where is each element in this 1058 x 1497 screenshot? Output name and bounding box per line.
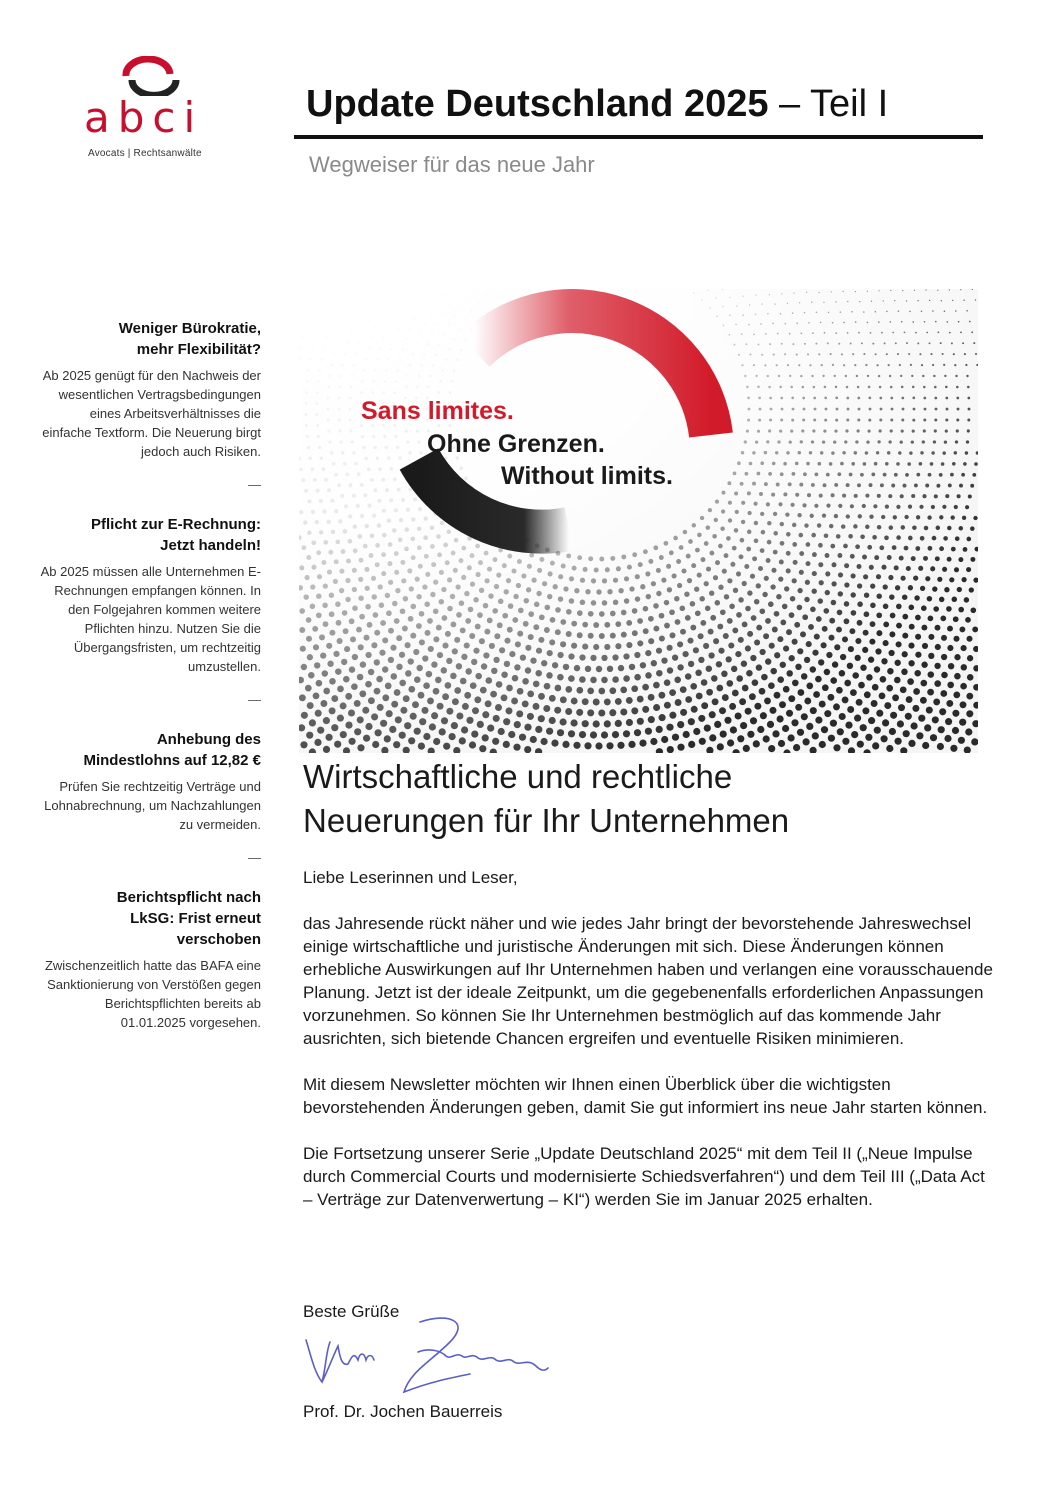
sidebar-heading-line: Mindestlohns auf 12,82 € [83, 752, 261, 769]
sidebar-text: Ab 2025 müssen alle Unternehmen E-Rechnungen empfangen können. In den Folgejahren kommen weitere Pflichten hinzu. Nutzen Sie die Übergangsfristen, um rechtzeitig umzustellen. [40, 564, 261, 674]
hero-image [299, 289, 978, 753]
page-title-bold: Update Deutschland 2025 [306, 83, 769, 125]
sidebar [40, 318, 261, 1032]
handwritten-signature [300, 1312, 560, 1402]
logo-arc-icon [118, 56, 182, 96]
hero-fade [299, 289, 978, 753]
sidebar-separator: — [248, 692, 261, 707]
company-logo [84, 56, 234, 166]
sidebar-text: Zwischenzeitlich hatte das BAFA eine Sanktionierung von Verstößen gegen Berichtspflichten bereits ab 01.01.2025 vorgesehen. [44, 958, 261, 1030]
hero-graphic [299, 289, 978, 753]
sidebar-separator: — [248, 477, 261, 492]
title-divider [294, 135, 983, 139]
signer-name: Prof. Dr. Jochen Bauerreis [303, 1402, 503, 1421]
signature [300, 1312, 560, 1407]
sidebar-heading-line: LkSG: Frist erneut [130, 910, 261, 927]
sidebar-heading [40, 729, 261, 771]
sidebar-block-mindestlohn [40, 729, 261, 834]
sidebar-block-lksg [40, 887, 261, 1032]
hero-text-line-1: Sans limites. [361, 397, 514, 425]
logo-tagline: Avocats | Rechtsanwälte [88, 148, 202, 159]
sidebar-block-buerokratie [40, 318, 261, 461]
sidebar-heading-line: Weniger Bürokratie, [118, 320, 261, 337]
sidebar-heading-line: Jetzt handeln! [160, 537, 261, 554]
sidebar-heading [40, 318, 261, 360]
sidebar-heading [40, 514, 261, 556]
sidebar-text: Ab 2025 genügt für den Nachweis der wesentlichen Vertragsbedingungen eines Arbeitsverhältnisses die einfache Textform. Die Neuerung birgt jedoch auch Risiken. [42, 368, 261, 459]
main-heading [303, 755, 983, 843]
body-paragraph: Die Fortsetzung unserer Serie „Update Deutschland 2025“ mit dem Teil II („Neue Impulse durch Commercial Courts und modernisierte Schiedsverfahren“) und dem Teil III („Data Act – Verträge zur Datenverwertung – KI“) werden Sie im Januar 2025 erhalten. [303, 1144, 985, 1209]
page-title [306, 80, 888, 128]
sidebar-heading-line: Anhebung des [156, 731, 261, 748]
sidebar-heading [40, 887, 261, 950]
sidebar-heading-line: Berichtspflicht nach [116, 889, 261, 906]
page-title-part: – Teil I [768, 83, 889, 125]
main-heading-line: Wirtschaftliche und rechtliche [303, 758, 733, 795]
hero-text-line-3: Without limits. [501, 462, 673, 490]
hero-text-line-2: Ohne Grenzen. [427, 430, 605, 458]
salutation: Liebe Leserinnen und Leser, [303, 868, 518, 887]
logo-wordmark: abci [84, 93, 204, 142]
sidebar-block-e-rechnung [40, 514, 261, 676]
page-subtitle: Wegweiser für das neue Jahr [309, 152, 595, 177]
body-paragraph: Mit diesem Newsletter möchten wir Ihnen einen Überblick über die wichtigsten bevorstehenden Änderungen geben, damit Sie gut informiert ins neue Jahr starten können. [303, 1075, 988, 1117]
closing: Beste Grüße [303, 1302, 400, 1321]
letter-body [303, 866, 993, 1234]
sidebar-separator: — [248, 850, 261, 865]
sidebar-heading-line: verschoben [176, 931, 261, 948]
body-paragraph: das Jahresende rückt näher und wie jedes Jahr bringt der bevorstehende Jahreswechsel einige wirtschaftliche und juristische Änderungen mit sich. Diese Änderungen können erhebliche Auswirkungen auf Ihr Unternehmen haben und verlangen eine vorausschauende Planung. Jetzt ist der ideale Zeitpunkt, um die gegebenenfalls erforderlichen Anpassungen vorzunehmen. So können Sie Ihr Unternehmen bestmöglich auf das kommende Jahr ausrichten, sich bietende Chancen ergreifen und eventuelle Risiken minimieren. [303, 914, 993, 1048]
sidebar-heading-line: mehr Flexibilität? [136, 341, 261, 358]
sidebar-text: Prüfen Sie rechtzeitig Verträge und Lohnabrechnung, um Nachzahlungen zu vermeiden. [44, 779, 261, 832]
main-heading-line: Neuerungen für Ihr Unternehmen [303, 802, 790, 839]
sidebar-heading-line: Pflicht zur E-Rechnung: [91, 516, 261, 533]
